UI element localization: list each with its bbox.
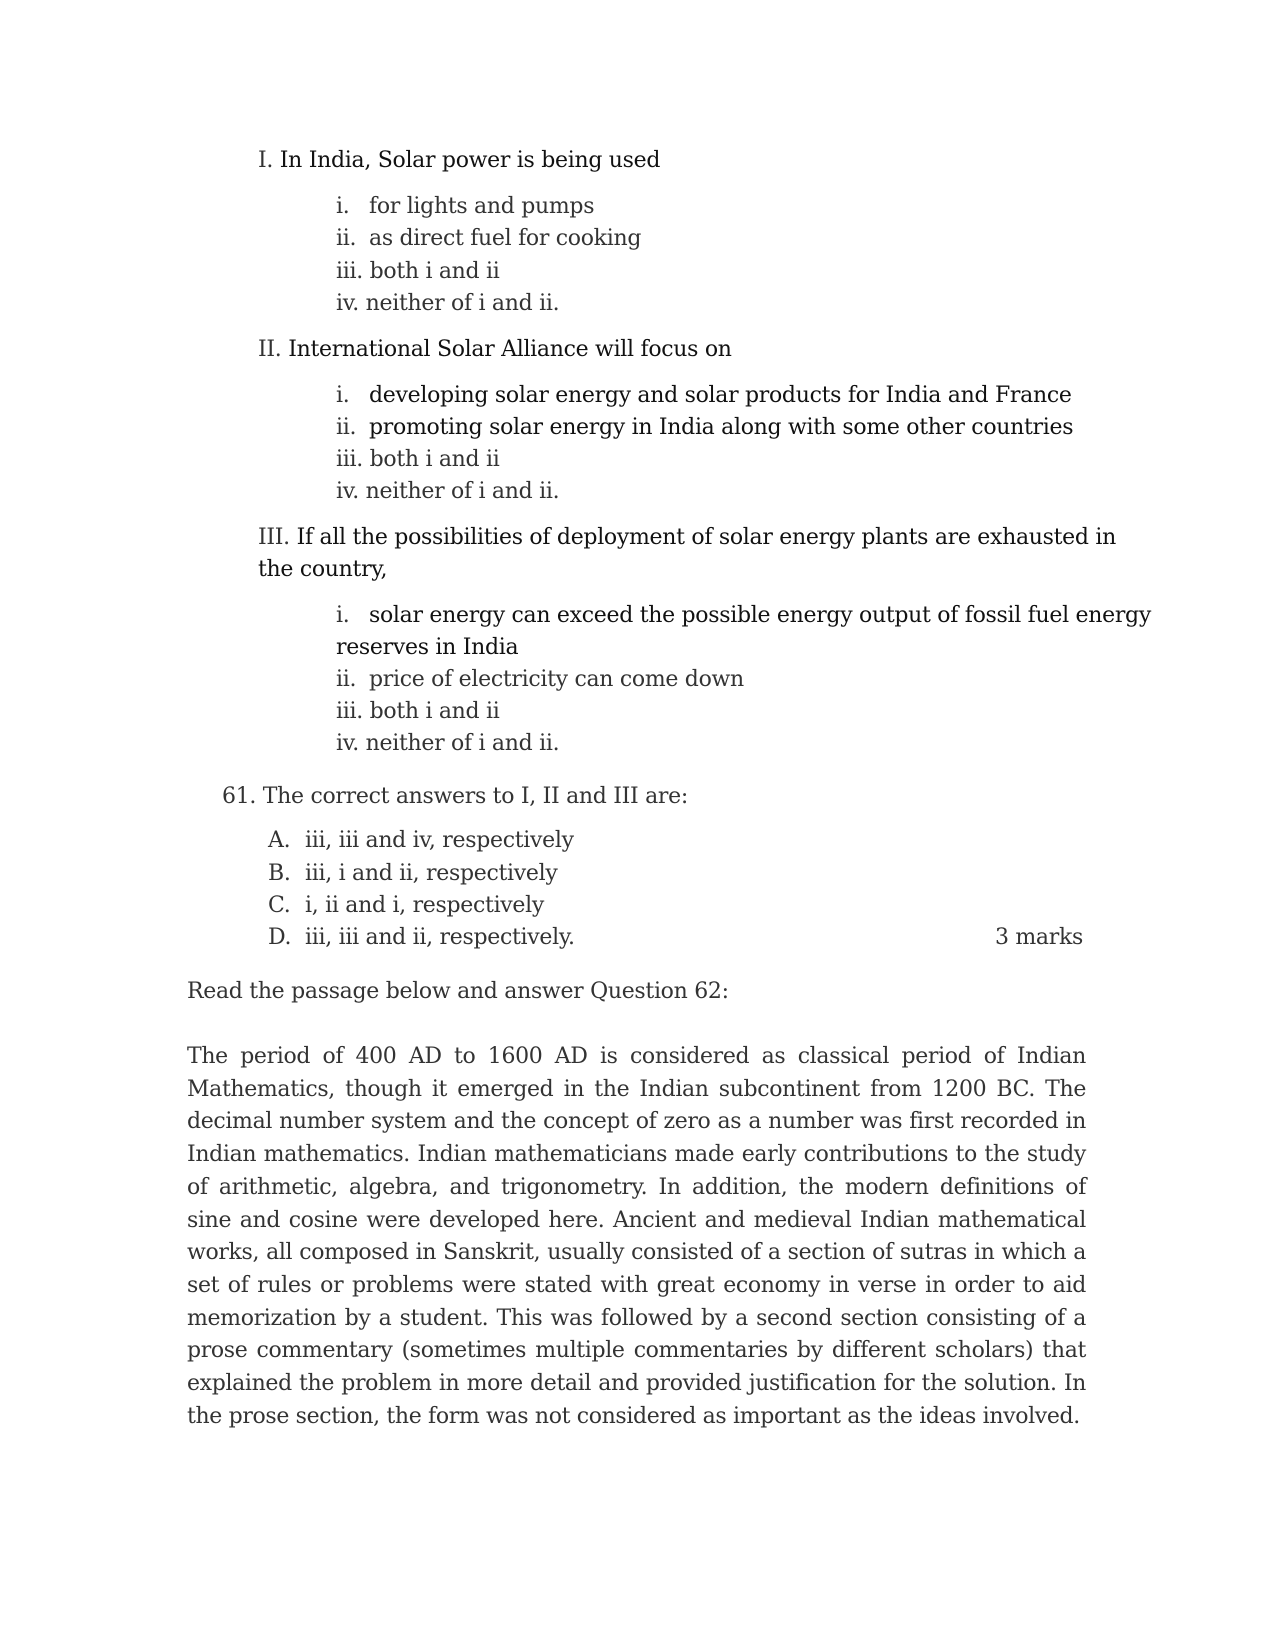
option-item [336,664,744,696]
question-61 [222,781,688,813]
option-text: developing solar energy and solar products for India and France [369,383,1072,408]
option-text: iii, i and ii, respectively [305,861,558,886]
option-number: i. [336,603,350,628]
passage-text: The period of 400 AD to 1600 AD is considered as classical period of Indian Mathematics, though it emerged in the Indian subcontinent from 1200 BC. The decimal number system and the concept of zero as a number was first recorded in Indian mathematics. Indian mathematicians made early contributions to the study of arithmetic, algebra, and trigonometry. In addition, the modern definitions of sine and cosine were developed here. Ancient and medieval Indian mathematical works, all composed in Sanskrit, usually consisted of a section of sutras in which a set of rules or problems were stated with great economy in verse in order to aid memorization by a student. This was followed by a second section consisting of a prose commentary (sometimes multiple commentaries by different scholars) that explained the problem in more detail and provided justification for the solution. In the prose section, the form was not considered as important as the ideas involved. [187,1044,1086,1429]
option-item [336,191,594,223]
question-i [258,145,660,177]
question-ii [258,334,732,366]
option-item [336,380,1072,412]
answer-option-b [268,858,557,890]
option-item [336,696,500,728]
question-text: In India, Solar power is being used [279,148,661,173]
question-iii [258,522,1116,554]
option-text: neither of i and ii. [365,479,560,504]
option-text: iii, iii and iv, respectively [305,828,574,853]
option-number: i. [336,383,350,408]
option-number: ii. [336,226,357,251]
option-text: neither of i and ii. [365,731,560,756]
question-number: III. [258,525,290,550]
option-text: neither of i and ii. [365,291,560,316]
question-text: International Solar Alliance will focus on [288,337,732,362]
option-number: ii. [336,667,357,692]
passage-intro: Read the passage below and answer Question 62: [187,979,729,1004]
option-text: for lights and pumps [369,194,595,219]
question-text: If all the possibilities of deployment of solar energy plants are exhausted in [296,525,1116,550]
question-number: I. [258,148,274,173]
option-number: iii. [336,447,363,472]
option-number: iv. [336,731,359,756]
option-item [336,444,500,476]
option-number: iii. [336,699,363,724]
option-text: price of electricity can come down [369,667,744,692]
option-text: as direct fuel for cooking [369,226,642,251]
question-number: II. [258,337,282,362]
question-number: 61. [222,784,257,809]
option-text: solar energy can exceed the possible energy output of fossil fuel energy [369,603,1151,628]
option-number: ii. [336,415,357,440]
option-text: both i and ii [369,447,500,472]
option-item [336,476,559,508]
option-item [336,728,559,760]
option-item [336,412,1073,444]
answer-option-a [268,825,574,857]
option-item [336,223,641,255]
option-number: iv. [336,291,359,316]
option-text: i, ii and i, respectively [305,893,545,918]
option-number: iii. [336,259,363,284]
option-number: iv. [336,479,359,504]
option-letter: A. [268,828,291,853]
question-text-continued: the country, [258,557,388,582]
answer-option-d [268,922,575,954]
option-text: iii, iii and ii, respectively. [305,925,575,950]
option-text: promoting solar energy in India along with some other countries [369,415,1074,440]
option-text: both i and ii [369,699,500,724]
option-letter: C. [268,893,291,918]
question-text: The correct answers to I, II and III are: [262,784,688,809]
option-letter: B. [268,861,291,886]
option-text: both i and ii [369,259,500,284]
option-text-continued: reserves in India [336,635,519,660]
option-number: i. [336,194,350,219]
option-item [336,600,1151,632]
answer-option-c [268,890,544,922]
option-letter: D. [268,925,292,950]
option-item [336,288,559,320]
marks-label: 3 marks [994,925,1083,950]
option-item [336,256,500,288]
